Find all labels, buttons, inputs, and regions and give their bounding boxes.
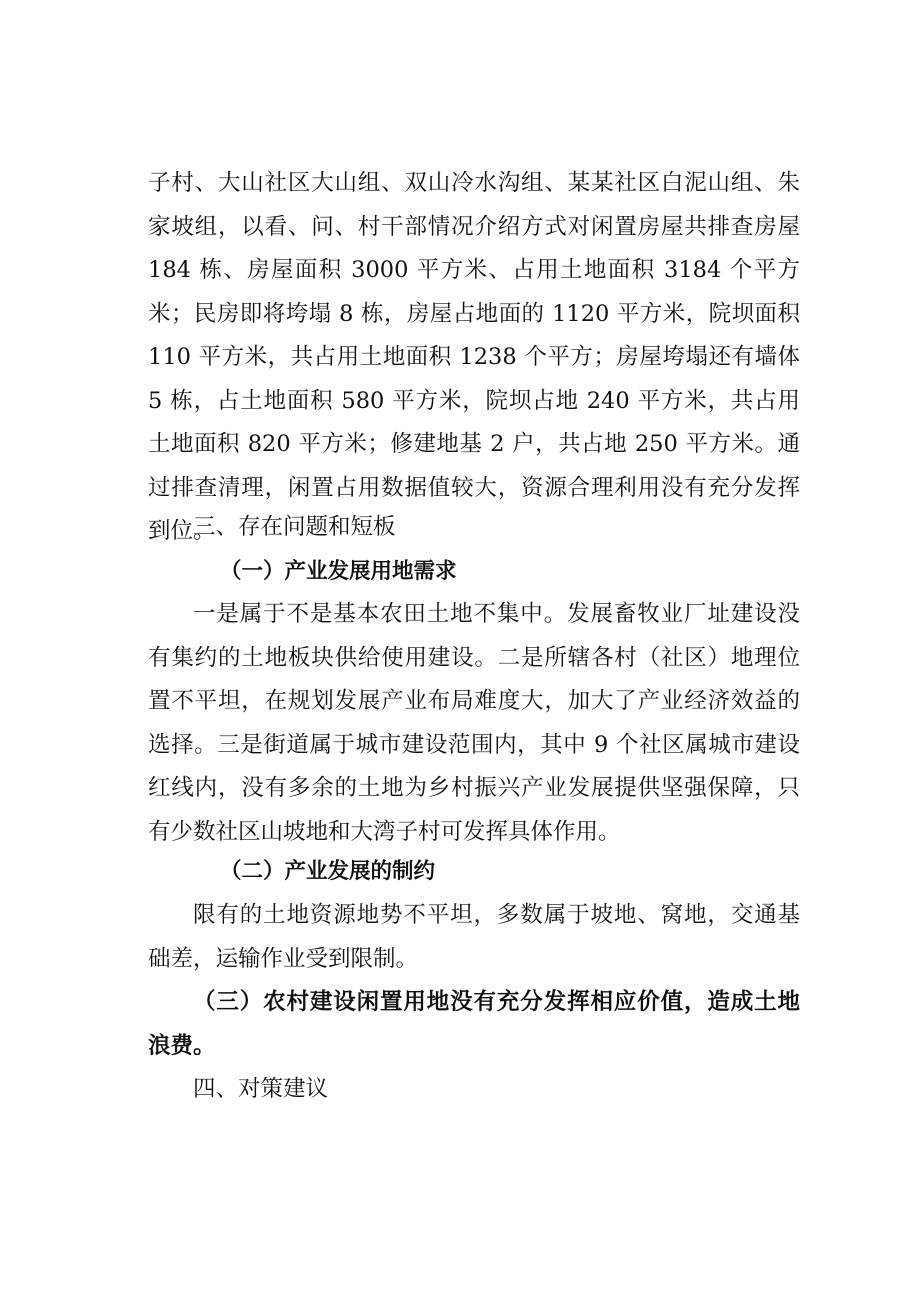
body-paragraph-continued: 子村、大山社区大山组、双山冷水沟组、某某社区白泥山组、朱家坡组，以看、问、村干部情况介绍方式对闲置房屋共排查房屋 184 栋、房屋面积 3000 平方米、占用土地面积 3184 个平方米；民房即将垮塌 8 栋，房屋占地面的 1120 平方米，院坝面积 110 平方米，共占用土地面积 1238 个平方；房屋垮塌还有墙体 5 栋，占土地面积 580 平方米，院坝占地 240 平方米，共占用土地面积 820 平方米；修建地基 2 户，共占地 250 平方米。通过排查清理，闲置占用数据值较大，资源合理利用没有充分发挥到位。 [148,170,800,544]
subheading-constraints: （二）产业发展的制约 [220,859,436,884]
subheading-idle-land: （三）农村建设闲置用地没有充分发挥相应价值，造成土地浪费。 [148,989,800,1059]
section-heading-suggestions: 四、对策建议 [193,1076,329,1102]
section-heading-problems: 三、存在问题和短板 [193,514,396,540]
body-paragraph-constraints: 限有的土地资源地势不平坦，多数属于坡地、窝地，交通基础差，运输作业受到限制。 [148,902,800,972]
subheading-land-demand: （一）产业发展用地需求 [220,559,457,584]
body-paragraph-land-demand: 一是属于不是基本农田土地不集中。发展畜牧业厂址建设没有集约的土地板块供给使用建设。二是所辖各村（社区）地理位置不平坦，在规划发展产业布局难度大，加大了产业经济效益的选择。三是街道属于城市建设范围内，其中 9 个社区属城市建设红线内，没有多余的土地为乡村振兴产业发展提供坚强保障，只有少数社区山坡地和大湾子村可发挥具体作用。 [148,601,800,845]
